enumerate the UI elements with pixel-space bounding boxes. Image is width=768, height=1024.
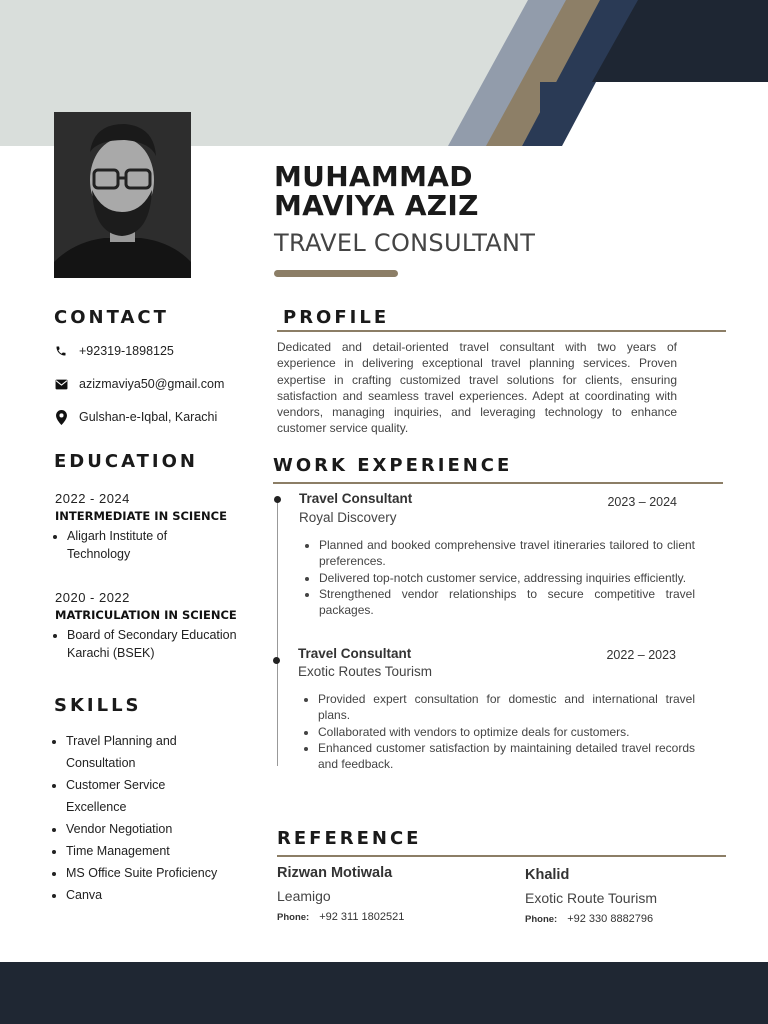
reference-card xyxy=(525,867,725,925)
profile-photo xyxy=(54,112,191,278)
job-bullet: • Delivered top-notch customer service, addressing inquiries efficiently. xyxy=(319,570,695,586)
phone-icon xyxy=(54,344,68,358)
contact-phone-text: +92319-1898125 xyxy=(79,344,174,358)
person-name xyxy=(274,162,694,220)
reference-phone-label: Phone: xyxy=(277,912,310,923)
education-years: 2020 - 2022 xyxy=(55,590,130,605)
education-school: • Board of Secondary Education Karachi (BSEK) xyxy=(67,626,247,662)
name-line-2: MAVIYA AZIZ xyxy=(274,189,479,222)
reference-org: Exotic Route Tourism xyxy=(525,890,658,906)
reference-phone xyxy=(277,911,497,923)
reference-phone-number: +92 330 8882796 xyxy=(567,913,654,925)
profile-text: Dedicated and detail-oriented travel consultant with two years of experience in delivering exceptional travel planning services. Proven expertise in crafting customized travel solutions for clients, ensuring satisfaction and seamless travel experiences. Adept at coordinating with vendors, managing inquiries, and leveraging technology to enhance customer service quality. xyxy=(277,340,677,436)
name-line-1: MUHAMMAD xyxy=(274,160,473,193)
education-heading: EDUCATION xyxy=(54,451,198,472)
skills-list xyxy=(54,730,226,906)
reference-heading: REFERENCE xyxy=(277,828,422,849)
education-degree: INTERMEDIATE IN SCIENCE xyxy=(55,509,227,523)
education-school-list xyxy=(55,626,247,662)
job-bullet: • Provided expert consultation for domestic and international travel plans. xyxy=(318,691,695,724)
location-pin-icon xyxy=(54,410,68,424)
job-title: Travel Consultant xyxy=(298,646,412,661)
job-bullet: • Planned and booked comprehensive travel itineraries tailored to client preferences. xyxy=(319,537,695,570)
timeline-line xyxy=(277,498,278,766)
reference-name: Rizwan Motiwala xyxy=(277,865,393,881)
skill-item: • Travel Planning and Consultation xyxy=(66,730,226,774)
skills-heading: SKILLS xyxy=(54,695,142,716)
job-dates: 2022 – 2023 xyxy=(606,648,676,662)
skill-item: • MS Office Suite Proficiency xyxy=(66,862,226,884)
contact-phone xyxy=(54,341,174,361)
job-title: Travel Consultant xyxy=(299,491,413,506)
reference-card xyxy=(277,865,497,923)
skill-item: • Canva xyxy=(66,884,226,906)
work-experience-rule xyxy=(273,482,723,484)
contact-address xyxy=(54,407,217,427)
education-school: • Aligarh Institute of Technology xyxy=(67,527,217,563)
job-title-heading: TRAVEL CONSULTANT xyxy=(274,229,536,257)
header-notch-edge xyxy=(540,82,610,146)
contact-email-text: azizmaviya50@gmail.com xyxy=(79,377,225,391)
skill-item: • Time Management xyxy=(66,840,226,862)
job-bullet: • Strengthened vendor relationships to secure competitive travel packages. xyxy=(319,586,695,619)
reference-phone-label: Phone: xyxy=(525,914,558,925)
email-icon xyxy=(54,377,68,391)
education-years: 2022 - 2024 xyxy=(55,491,130,506)
footer-band xyxy=(0,962,768,1024)
profile-heading: PROFILE xyxy=(283,307,390,328)
reference-phone-number: +92 311 1802521 xyxy=(319,911,405,923)
job-bullets xyxy=(300,691,695,772)
reference-rule xyxy=(277,855,726,857)
work-experience-heading: WORK EXPERIENCE xyxy=(273,455,513,476)
profile-rule xyxy=(277,330,726,332)
education-entry xyxy=(55,491,255,563)
education-school-list xyxy=(55,527,217,563)
accent-bar xyxy=(274,270,398,277)
reference-phone xyxy=(525,913,725,925)
job-bullet: • Collaborated with vendors to optimize deals for customers. xyxy=(318,724,695,740)
job-bullet: • Enhanced customer satisfaction by maintaining detailed travel records and feedback. xyxy=(318,740,695,773)
education-entry xyxy=(55,590,255,662)
job-bullets xyxy=(301,537,695,618)
contact-heading: CONTACT xyxy=(54,307,169,328)
timeline-dot xyxy=(273,657,280,664)
job-company: Exotic Routes Tourism xyxy=(298,664,433,679)
contact-email xyxy=(54,374,224,394)
skill-item: • Vendor Negotiation xyxy=(66,818,226,840)
education-degree: MATRICULATION IN SCIENCE xyxy=(55,608,237,622)
reference-name: Khalid xyxy=(525,867,570,883)
timeline-dot xyxy=(274,496,281,503)
reference-org: Leamigo xyxy=(277,888,331,904)
contact-address-text: Gulshan-e-Iqbal, Karachi xyxy=(79,410,218,424)
job-dates: 2023 – 2024 xyxy=(607,495,677,509)
job-company: Royal Discovery xyxy=(299,510,397,525)
skill-item: • Customer Service Excellence xyxy=(66,774,226,818)
